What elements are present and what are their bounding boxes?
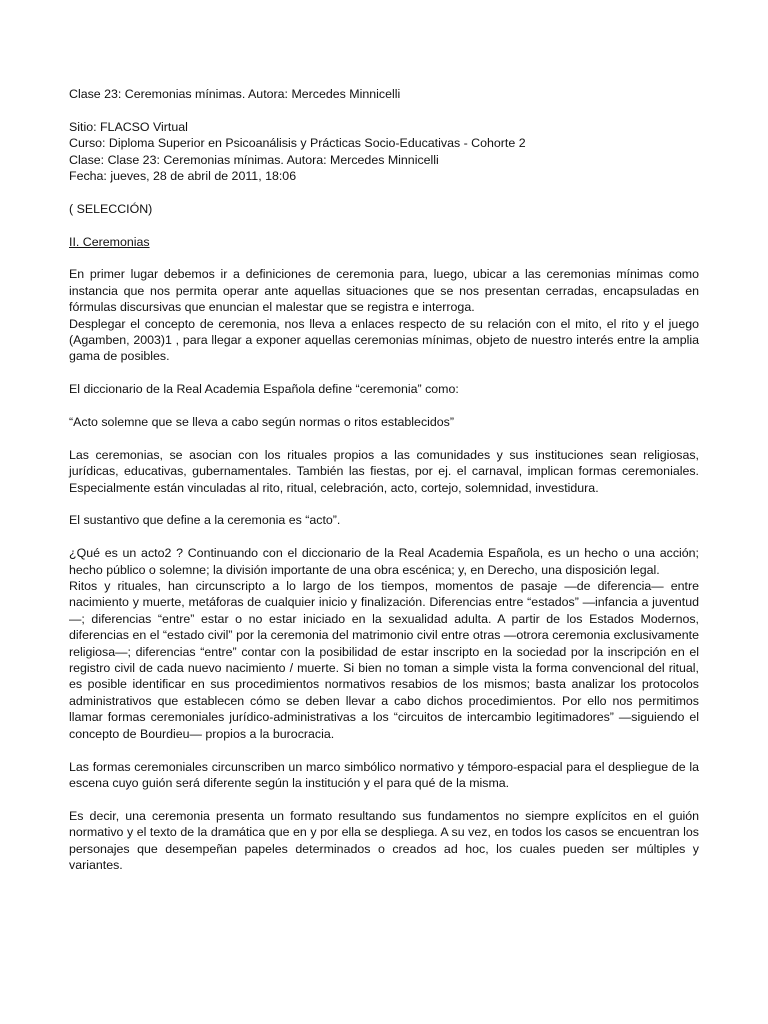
definition-quote: “Acto solemne que se lleva a cabo según normas o ritos establecidos” (69, 415, 455, 430)
meta-site: Sitio: FLACSO Virtual (69, 119, 188, 134)
document-body (69, 86, 699, 873)
selection-label: ( SELECCIÓN) (69, 201, 153, 216)
paragraph-6: El sustantivo que define a la ceremonia es “acto”. (69, 513, 341, 528)
paragraph-5: Las ceremonias, se asocian con los rituales propios a las comunidades y sus instituciones sean religiosas, jurídicas, educativas, gubernamentales. También las fiestas, por ej. el carnaval, implican formas ceremoniales. Especialmente están vinculadas al rito, ritual, celebración, acto, cortejo, solemnidad, investidura. (69, 447, 699, 495)
document-title: Clase 23: Ceremonias mínimas. Autora: Mercedes Minnicelli (69, 87, 401, 101)
paragraph-8: Ritos y rituales, han circunscripto a lo largo de los tiempos, momentos de pasaje —de diferencia— entre nacimiento y muerte, metáforas de cualquier inicio y finalización. Diferencias entre “estados” —infancia a juventud—; diferencias “entre” estar o no estar iniciado en la sexualidad adulta. A partir de los Estados Modernos, diferencias en el “estado civil” por la ceremonia del matrimonio civil entre otras —otrora ceremonia exclusivamente religiosa—; diferencias “entre” contar con la posibilidad de estar inscripto en la sociedad por la inscripción en el registro civil de cada nuevo nacimiento / muerte. Si bien no toman a simple vista la forma convencional del ritual, es posible identificar en sus procedimientos normativos resabios de los mismos; basta analizar los protocolos administrativos que establecen cómo se deben llevar a cabo dichos procedimientos. Por ello nos permitimos llamar formas ceremoniales jurídico-administrativas a los “circuitos de intercambio legitimadores” —siguiendo el concepto de Bourdieu— propios a la burocracia. (69, 579, 699, 741)
paragraph-1: En primer lugar debemos ir a definiciones de ceremonia para, luego, ubicar a las ceremonias mínimas como instancia que nos permita operar ante aquellas situaciones que se nos presentan cerradas, encapsuladas en fórmulas discursivas que enuncian el malestar que se registra e interroga. (69, 267, 699, 315)
meta-class: Clase: Clase 23: Ceremonias mínimas. Autora: Mercedes Minnicelli (69, 152, 439, 167)
paragraph-7: ¿Qué es un acto2 ? Continuando con el diccionario de la Real Academia Española, es un hecho o una acción; hecho público o solemne; la división importante de una obra escénica; y, en Derecho, una disposición legal. (69, 546, 699, 577)
paragraph-2: Desplegar el concepto de ceremonia, nos lleva a enlaces respecto de su relación con el mito, el rito y el juego (Agamben, 2003)1 , para llegar a exponer aquellas ceremonias mínimas, objeto de nuestro interés entre la amplia gama de posibles. (69, 316, 699, 364)
paragraph-9: Las formas ceremoniales circunscriben un marco simbólico normativo y témporo-espacial para el despliegue de la escena cuyo guión será diferente según la institución y el para qué de la misma. (69, 759, 699, 790)
meta-date: Fecha: jueves, 28 de abril de 2011, 18:06 (69, 169, 297, 184)
section-heading: II. Ceremonias (69, 234, 150, 249)
meta-course: Curso: Diploma Superior en Psicoanálisis y Prácticas Socio-Educativas - Cohorte 2 (69, 136, 526, 151)
paragraph-3: El diccionario de la Real Academia Española define “ceremonia” como: (69, 382, 459, 397)
paragraph-10: Es decir, una ceremonia presenta un formato resultando sus fundamentos no siempre explícitos en el guión normativo y el texto de la dramática que en y por ella se despliega. A su vez, en todos los casos se encuentran los personajes que desempeñan papeles determinados o creados ad hoc, los cuales pueden ser múltiples y variantes. (69, 808, 699, 872)
